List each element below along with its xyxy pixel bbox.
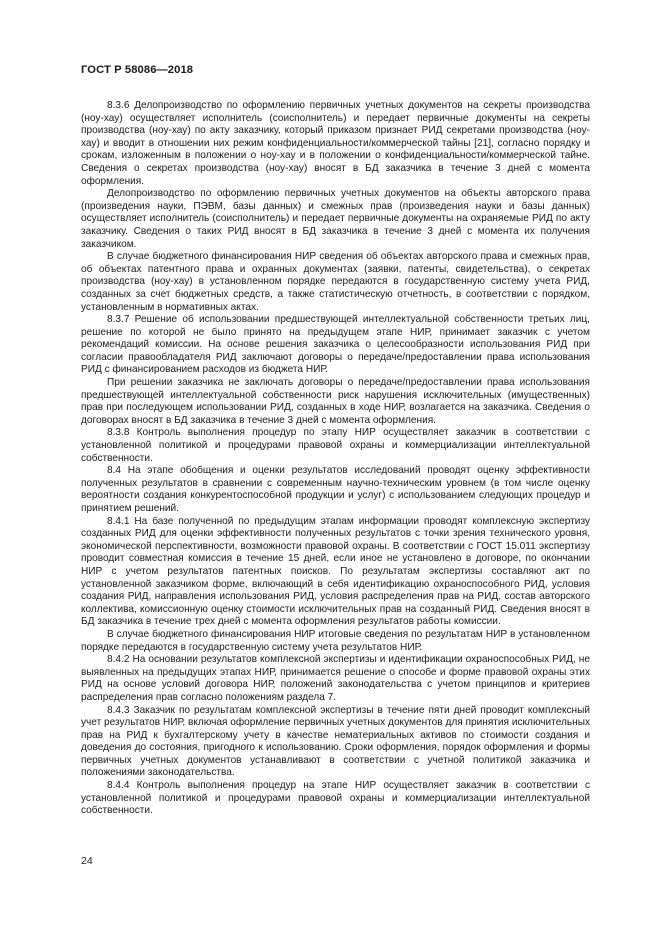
paragraph-budget-financing: В случае бюджетного финансирования НИР сведения об объектах авторского права и смежных прав, об объектах патентного права и охранных документах (заявки, патенты, свидетельства), о секретах производства (ноу-хау) в установленном порядке передаются в государственную систему учета РИД, созданных за счет бюджетных средств, а также статистическую отчетность, в соответствии с порядком, установленным в нормативных актах. (81, 251, 590, 313)
paragraph-8-4: 8.4 На этапе обобщения и оценки результатов исследований проводят оценку эффективности полученных результатов в сравнении с современным научно-техническим уровнем (в том числе оценку вероятности создания конкурентоспособной продукции и услуг) с использованием следующих процедур и принятием решений. (81, 465, 590, 514)
paragraph-8-4-2: 8.4.2 На основании результатов комплексной экспертизы и идентификации охраноспособных РИД, не выявленных на предыдущих этапах НИР, принимается решение о способе и форме правовой охраны этих РИД на основе условий договора НИР, положений законодательства с учетом принципов и критериев распределения прав согласно положениям раздела 7. (81, 654, 590, 703)
page-number: 24 (81, 855, 93, 867)
paragraph-8-3-8: 8.3.8 Контроль выполнения процедур по этапу НИР осуществляет заказчик в соответствии с установленной политикой и процедурами правовой охраны и коммерциализации интеллектуальной собственности. (81, 427, 590, 464)
paragraph-8-3-6: 8.3.6 Делопроизводство по оформлению первичных учетных документов на секреты производства (ноу-хау) осуществляет исполнитель (соисполнитель) и передает первичные документы на секреты производства (ноу-хау) по акту заказчику, который приказом признает РИД секретами производства (ноу-хау) и вводит в отношении них режим конфиденциальности/коммерческой тайны [21], согласно порядку и срокам, изложенным в положении о ноу-хау и в положении о конфиденциальности/коммерческой тайне. Сведения о секретах производства (ноу-хау) вносят в БД заказчика в течение 3 дней с момента оформления. (81, 100, 590, 187)
paragraph-8-4-1: 8.4.1 На базе полученной по предыдущим этапам информации проводят комплексную экспертизу созданных РИД для оценки эффективности полученных результатов с точки зрения технического уровня, экономической перспективности, возможности правовой охраны. В соответствии с ГОСТ 15.011 экспертизу проводит совместная комиссия в течение 15 дней, если иное не установлено в договоре, по окончании НИР с учетом результатов патентных поисков. По результатам экспертизы составляют акт по установленной заказчиком форме, включающий в себя идентификацию охраноспособного РИД, условия создания РИД, направления использования РИД, условия распределения прав на РИД, состав авторского коллектива, комиссионную оценку стоимости исключительных прав на созданный РИД. Сведения вносят в БД заказчика в течение трех дней с момента оформления результатов работы комиссии. (81, 515, 590, 628)
document-header: ГОСТ Р 58086—2018 (81, 64, 194, 76)
document-body (81, 100, 590, 818)
paragraph-8-4-3: 8.4.3 Заказчик по результатам комплексной экспертизы в течение пяти дней проводит комплексный учет результатов НИР, включая оформление первичных учетных документов для принятия исключительных прав на РИД к бухгалтерскому учету в качестве нематериальных активов по стоимости создания и доведения до состояния, пригодного к использованию. Сроки оформления, порядок оформления и формы первичных учетных документов устанавливают в соответствии с учетной политикой заказчика и положениями законодательства. (81, 704, 590, 779)
paragraph-budget-final: В случае бюджетного финансирования НИР итоговые сведения по результатам НИР в установленном порядке передаются в государственную систему учета результатов НИР. (81, 628, 590, 653)
paragraph-8-4-4: 8.4.4 Контроль выполнения процедур на этапе НИР осуществляет заказчик в соответствии с установленной политикой и процедурами правовой охраны и коммерциализации интеллектуальной собственности. (81, 780, 590, 817)
paragraph-customer-decision: При решении заказчика не заключать договоры о передаче/предоставлении права использования предшествующей интеллектуальной собственности риск нарушения исключительных (имущественных) прав при последующем использовании РИД, созданных в ходе НИР, возлагается на заказчика. Сведения о договорах вносят в БД заказчика в течение 3 дней с момента оформления. (81, 377, 590, 426)
paragraph-8-3-7: 8.3.7 Решение об использовании предшествующей интеллектуальной собственности третьих лиц, решение по которой не было принято на предыдущем этапе НИР, принимает заказчик с учетом рекомендаций комиссии. На основе решения заказчика о целесообразности использования РИД при согласии правообладателя РИД заключают договоры о передаче/предоставлении права использования РИД с финансированием расходов из бюджета НИР. (81, 314, 590, 376)
paragraph-copyright-records: Делопроизводство по оформлению первичных учетных документов на объекты авторского права (произведения науки, ПЭВМ, базы данных) и смежных прав (произведения науки и базы данных) осуществляет исполнитель (соисполнитель) и передает первичные документы на охраняемые РИД по акту заказчику. Сведения о таких РИД вносят в БД заказчика в течение 3 дней с момента их получения заказчиком. (81, 188, 590, 250)
